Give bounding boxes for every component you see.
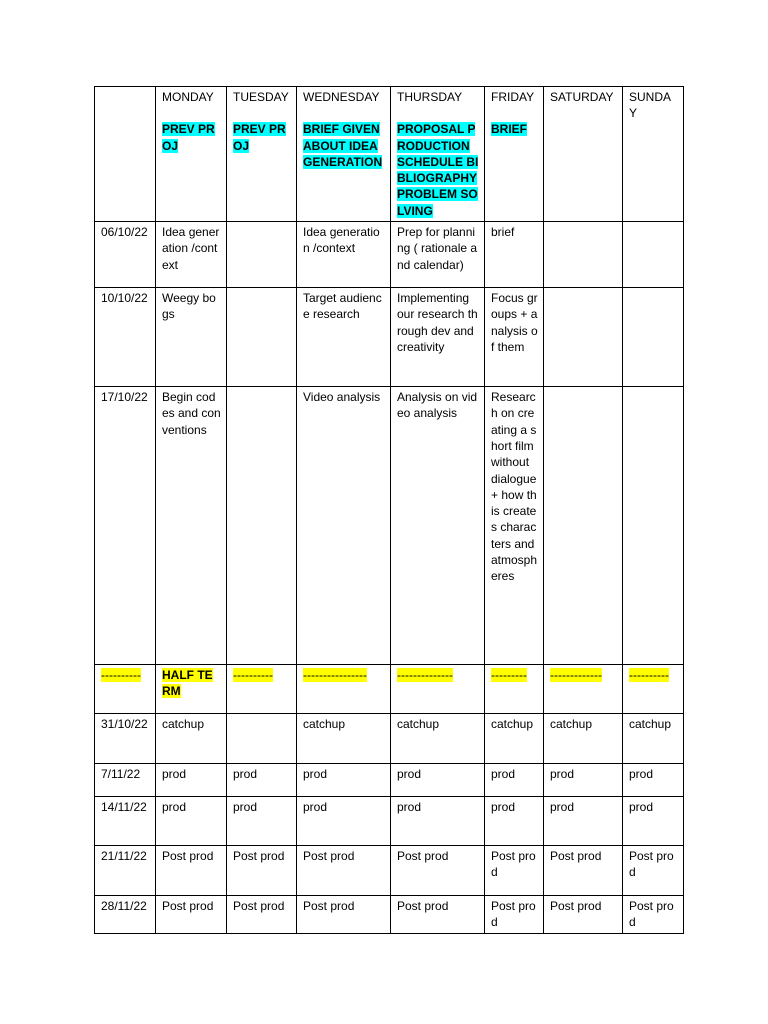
day-name: MONDAY bbox=[162, 90, 214, 104]
header-cell-monday bbox=[156, 87, 227, 222]
table-cell: prod bbox=[485, 764, 544, 797]
date-cell: 28/11/22 bbox=[95, 896, 156, 934]
table-cell: Post prod bbox=[544, 896, 623, 934]
date-cell: 10/10/22 bbox=[95, 288, 156, 387]
day-name: SATURDAY bbox=[550, 90, 614, 104]
half-term-label: HALF TERM bbox=[156, 665, 227, 714]
table-cell: Post prod bbox=[391, 896, 485, 934]
table-cell: Post prod bbox=[485, 846, 544, 896]
table-cell: prod bbox=[485, 797, 544, 846]
table-cell: catchup bbox=[156, 714, 227, 764]
date-cell: 7/11/22 bbox=[95, 764, 156, 797]
table-cell bbox=[623, 288, 684, 387]
day-task: BRIEF bbox=[491, 122, 527, 137]
table-cell: Post prod bbox=[544, 846, 623, 896]
table-cell bbox=[623, 387, 684, 665]
table-cell: Post prod bbox=[156, 846, 227, 896]
date-cell: 17/10/22 bbox=[95, 387, 156, 665]
table-cell: Prep for planning ( rationale and calendar) bbox=[391, 222, 485, 288]
divider-cell: ---------- bbox=[623, 665, 684, 714]
day-task: PREV PROJ bbox=[162, 122, 215, 153]
divider-cell: --------- bbox=[485, 665, 544, 714]
table-cell: prod bbox=[156, 797, 227, 846]
day-name: WEDNESDAY bbox=[303, 90, 380, 104]
table-cell bbox=[227, 714, 297, 764]
table-cell: Implementing our research through dev and creativity bbox=[391, 288, 485, 387]
table-cell: Video analysis bbox=[297, 387, 391, 665]
table-cell: prod bbox=[623, 797, 684, 846]
day-name: FRIDAY bbox=[491, 90, 535, 104]
header-cell-wednesday bbox=[297, 87, 391, 222]
table-cell: Post prod bbox=[297, 896, 391, 934]
day-name: THURSDAY bbox=[397, 90, 463, 104]
divider-cell: ---------- bbox=[95, 665, 156, 714]
day-name: SUNDAY bbox=[629, 90, 672, 121]
table-cell: prod bbox=[544, 797, 623, 846]
table-cell: Post prod bbox=[623, 846, 684, 896]
table-cell: Begin codes and conventions bbox=[156, 387, 227, 665]
table-cell: Analysis on video analysis bbox=[391, 387, 485, 665]
table-cell: Focus groups + analysis of them bbox=[485, 288, 544, 387]
divider-cell: ---------------- bbox=[297, 665, 391, 714]
table-row bbox=[95, 222, 684, 288]
table-cell: catchup bbox=[297, 714, 391, 764]
table-cell: catchup bbox=[623, 714, 684, 764]
table-cell: prod bbox=[391, 764, 485, 797]
header-cell-thursday bbox=[391, 87, 485, 222]
table-cell: prod bbox=[227, 797, 297, 846]
table-cell: Post prod bbox=[485, 896, 544, 934]
day-name: TUESDAY bbox=[233, 90, 289, 104]
table-cell: prod bbox=[227, 764, 297, 797]
table-cell: Post prod bbox=[227, 896, 297, 934]
header-cell-tuesday bbox=[227, 87, 297, 222]
table-row bbox=[95, 288, 684, 387]
table-row bbox=[95, 387, 684, 665]
table-cell bbox=[227, 387, 297, 665]
table-cell: prod bbox=[297, 764, 391, 797]
table-cell bbox=[544, 288, 623, 387]
table-cell: Target audience research bbox=[297, 288, 391, 387]
day-task: PROPOSAL PRODUCTION SCHEDULE BIBLIOGRAPHYPROBLEM SOLVING bbox=[397, 122, 479, 218]
divider-cell: -------------- bbox=[391, 665, 485, 714]
header-cell-saturday bbox=[544, 87, 623, 222]
table-cell: Post prod bbox=[623, 896, 684, 934]
table-row bbox=[95, 797, 684, 846]
table-cell: Post prod bbox=[391, 846, 485, 896]
table-row bbox=[95, 764, 684, 797]
divider-cell: ---------- bbox=[227, 665, 297, 714]
date-cell: 21/11/22 bbox=[95, 846, 156, 896]
table-cell bbox=[227, 288, 297, 387]
table-cell: Post prod bbox=[227, 846, 297, 896]
table-cell: Post prod bbox=[156, 896, 227, 934]
table-row bbox=[95, 714, 684, 764]
table-cell: prod bbox=[623, 764, 684, 797]
table-cell: prod bbox=[544, 764, 623, 797]
date-cell: 31/10/22 bbox=[95, 714, 156, 764]
table-row bbox=[95, 846, 684, 896]
table-cell bbox=[623, 222, 684, 288]
table-cell: Post prod bbox=[297, 846, 391, 896]
divider-cell: ------------- bbox=[544, 665, 623, 714]
date-cell: 14/11/22 bbox=[95, 797, 156, 846]
table-cell: catchup bbox=[391, 714, 485, 764]
table-cell: Idea generation /context bbox=[156, 222, 227, 288]
table-cell: prod bbox=[156, 764, 227, 797]
table-cell: catchup bbox=[485, 714, 544, 764]
corner-cell bbox=[95, 87, 156, 222]
day-task: PREV PROJ bbox=[233, 122, 286, 153]
table-cell: prod bbox=[391, 797, 485, 846]
header-cell-friday bbox=[485, 87, 544, 222]
table-cell: Idea generation /context bbox=[297, 222, 391, 288]
half-term-row bbox=[95, 665, 684, 714]
table-cell bbox=[227, 222, 297, 288]
header-cell-sunday bbox=[623, 87, 684, 222]
table-cell: catchup bbox=[544, 714, 623, 764]
table-cell: Research on creating a short film without dialogue + how this creates characters and atmospheres bbox=[485, 387, 544, 665]
table-cell bbox=[544, 222, 623, 288]
table-cell: prod bbox=[297, 797, 391, 846]
schedule-table bbox=[94, 86, 684, 934]
day-task: BRIEF GIVEN ABOUT IDEA GENERATION bbox=[303, 122, 383, 169]
table-cell bbox=[544, 387, 623, 665]
table-row bbox=[95, 896, 684, 934]
table-cell: Weegy bogs bbox=[156, 288, 227, 387]
table-cell: brief bbox=[485, 222, 544, 288]
date-cell: 06/10/22 bbox=[95, 222, 156, 288]
header-row bbox=[95, 87, 684, 222]
